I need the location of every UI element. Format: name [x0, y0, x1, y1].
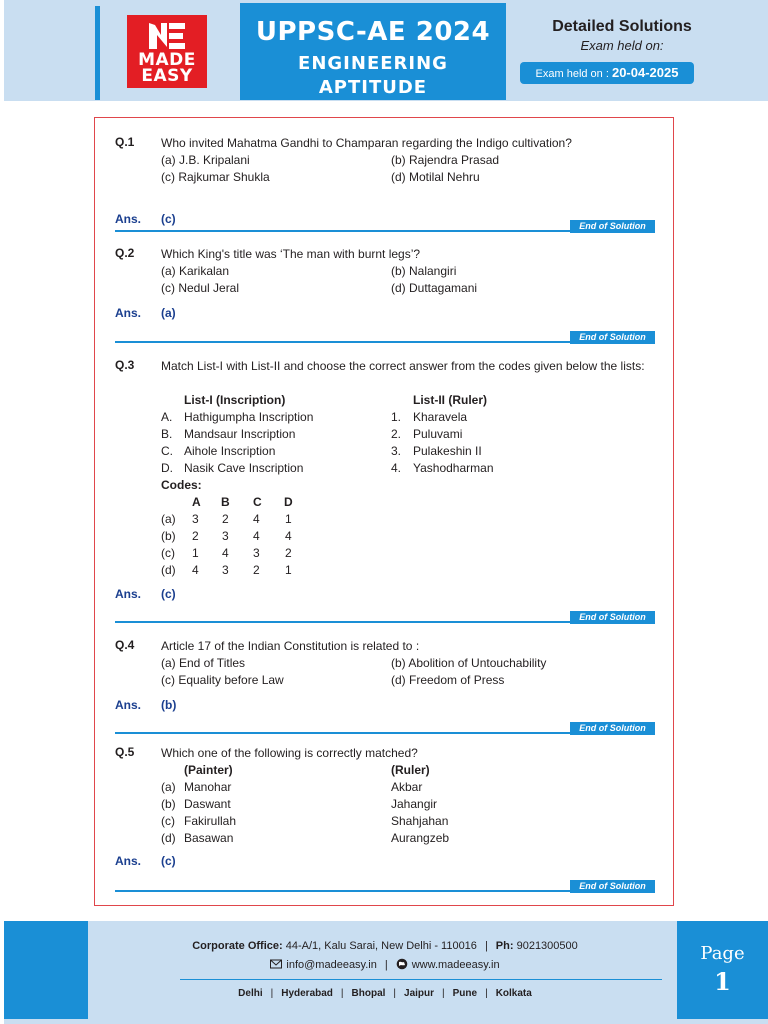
code-head: A: [192, 495, 201, 509]
option-d: (d) Motilal Nehru: [391, 170, 480, 184]
option-b: (b) Abolition of Untouchability: [391, 656, 547, 670]
ruler-name: Akbar: [391, 780, 423, 794]
globe-icon: [396, 958, 408, 970]
header-accent-bar: [95, 6, 100, 100]
answer-label: Ans.: [115, 306, 142, 320]
separator: |: [340, 988, 344, 999]
exam-held-label: Exam held on:: [580, 38, 664, 53]
option-c: (c) Equality before Law: [161, 673, 284, 687]
match-option: (b): [161, 797, 176, 811]
made-easy-logo-icon: [147, 21, 187, 51]
code-value: 1: [285, 563, 292, 577]
code-value: 2: [253, 563, 260, 577]
phone-label: Ph:: [495, 940, 514, 952]
question-number: Q.2: [115, 246, 135, 260]
end-of-solution-badge: End of Solution: [570, 331, 655, 344]
ruler-heading: (Ruler): [391, 763, 430, 777]
code-value: 3: [222, 563, 229, 577]
code-head: B: [221, 495, 230, 509]
code-head: C: [253, 495, 262, 509]
solutions-box: [94, 117, 674, 906]
end-of-solution-badge: End of Solution: [570, 220, 655, 233]
corporate-office-label: Corporate Office:: [192, 940, 283, 952]
phone-number: 9021300500: [513, 940, 578, 952]
codes-label: Codes:: [161, 478, 202, 492]
question-text: Who invited Mahatma Gandhi to Champaran regarding the Indigo cultivation?: [161, 136, 572, 150]
answer-value: (b): [161, 698, 177, 712]
contact-line: [95, 958, 675, 971]
ruler-name: Shahjahan: [391, 814, 449, 828]
exam-title: UPPSC-AE 2024: [255, 17, 491, 47]
code-value: 2: [192, 529, 199, 543]
code-value: 1: [192, 546, 199, 560]
list-2-key: 4.: [391, 461, 402, 475]
corporate-office-address: 44-A/1, Kalu Sarai, New Delhi - 110016: [282, 940, 477, 952]
code-value: 4: [253, 529, 260, 543]
question-number: Q.3: [115, 358, 135, 372]
option-b: (b) Nalangiri: [391, 264, 457, 278]
separator: |: [393, 988, 397, 999]
page-number: 1: [714, 967, 731, 996]
painter-name: Fakirullah: [184, 814, 237, 828]
match-option: (c): [161, 814, 175, 828]
option-a: (a) Karikalan: [161, 264, 230, 278]
painter-name: Basawan: [184, 831, 234, 845]
website-link[interactable]: www.madeeasy.in: [411, 959, 500, 971]
city-list: [95, 988, 675, 999]
exam-subject-line1: ENGINEERING: [298, 53, 448, 74]
painter-name: Daswant: [184, 797, 231, 811]
code-option: (c): [161, 546, 175, 560]
footer-background: [4, 921, 768, 1024]
list-1-heading: List-I (Inscription): [184, 393, 286, 407]
list-1-item: Nasik Cave Inscription: [184, 461, 304, 475]
separator: |: [484, 940, 488, 952]
email-link[interactable]: info@madeeasy.in: [286, 959, 377, 971]
answer-label: Ans.: [115, 212, 142, 226]
page-header: [0, 0, 768, 101]
list-1-key: A.: [161, 410, 173, 424]
answer-value: (c): [161, 212, 176, 226]
end-of-solution-badge: End of Solution: [570, 722, 655, 735]
code-option: (d): [161, 563, 176, 577]
answer-label: Ans.: [115, 698, 142, 712]
question-text: Which one of the following is correctly matched?: [161, 746, 418, 760]
exam-subject-line2: APTITUDE: [318, 77, 428, 98]
exam-date-value: 20-04-2025: [611, 65, 679, 80]
list-1-key: B.: [161, 427, 173, 441]
question-text: Match List-I with List-II and choose the correct answer from the codes given below the lists:: [161, 359, 645, 373]
question-number: Q.4: [115, 638, 135, 652]
option-d: (d) Duttagamani: [391, 281, 478, 295]
code-option: (b): [161, 529, 176, 543]
code-head: D: [284, 495, 293, 509]
end-of-solution-badge: End of Solution: [570, 611, 655, 624]
code-value: 4: [192, 563, 199, 577]
question-text: Article 17 of the Indian Constitution is related to :: [161, 639, 420, 653]
city-kolkata: Kolkata: [495, 988, 532, 999]
list-2-key: 1.: [391, 410, 402, 424]
email-icon: [270, 958, 282, 970]
footer-left-block: [4, 921, 88, 1019]
code-value: 3: [222, 529, 229, 543]
list-1-item: Hathigumpha Inscription: [184, 410, 314, 424]
list-2-item: Pulakeshin II: [413, 444, 482, 458]
match-option: (d): [161, 831, 176, 845]
answer-label: Ans.: [115, 854, 142, 868]
code-value: 2: [222, 512, 229, 526]
answer-value: (a): [161, 306, 176, 320]
separator: |: [270, 988, 274, 999]
question-number: Q.1: [115, 135, 135, 149]
page-label: Page: [700, 943, 745, 964]
code-value: 3: [192, 512, 199, 526]
code-value: 4: [222, 546, 229, 560]
option-b: (b) Rajendra Prasad: [391, 153, 500, 167]
list-2-item: Kharavela: [413, 410, 468, 424]
code-option: (a): [161, 512, 176, 526]
separator: |: [442, 988, 445, 999]
end-of-solution-badge: End of Solution: [570, 880, 655, 893]
option-c: (c) Nedul Jeral: [161, 281, 240, 295]
city-delhi: Delhi: [238, 988, 263, 999]
footer-rule: [180, 979, 662, 980]
list-2-heading: List-II (Ruler): [413, 393, 487, 407]
list-2-key: 3.: [391, 444, 402, 458]
list-1-item: Aihole Inscription: [184, 444, 276, 458]
answer-value: (c): [161, 587, 176, 601]
exam-date-label: Exam held on :: [535, 68, 612, 80]
list-2-item: Yashodharman: [413, 461, 494, 475]
painter-name: Manohar: [184, 780, 232, 794]
ruler-name: Jahangir: [391, 797, 438, 811]
separator: |: [485, 988, 488, 999]
code-value: 4: [285, 529, 292, 543]
list-1-key: D.: [161, 461, 173, 475]
option-a: (a) J.B. Kripalani: [161, 153, 250, 167]
separator: |: [384, 959, 388, 971]
answer-label: Ans.: [115, 587, 142, 601]
logo-text-easy: EASY: [141, 66, 193, 86]
exam-date-badge: [520, 62, 694, 84]
corporate-office-line: [95, 940, 675, 952]
city-bhopal: Bhopal: [351, 988, 386, 999]
logo-text-made: MADE: [138, 50, 196, 70]
list-1-item: Mandsaur Inscription: [184, 427, 296, 441]
city-hyderabad: Hyderabad: [281, 988, 333, 999]
made-easy-logo: [127, 15, 207, 88]
match-option: (a): [161, 780, 176, 794]
code-value: 3: [253, 546, 260, 560]
code-value: 2: [285, 546, 292, 560]
option-c: (c) Rajkumar Shukla: [161, 170, 270, 184]
list-2-key: 2.: [391, 427, 402, 441]
answer-value: (c): [161, 854, 176, 868]
painter-heading: (Painter): [184, 763, 233, 777]
detailed-solutions-label: Detailed Solutions: [552, 18, 692, 35]
question-text: Which King's title was ‘The man with burnt legs’?: [161, 247, 421, 261]
option-a: (a) End of Titles: [161, 656, 246, 670]
exam-title-box: [240, 3, 506, 100]
list-2-item: Puluvami: [413, 427, 463, 441]
option-d: (d) Freedom of Press: [391, 673, 505, 687]
list-1-key: C.: [161, 444, 173, 458]
code-value: 1: [285, 512, 292, 526]
city-jaipur: Jaipur: [404, 988, 435, 999]
code-value: 4: [253, 512, 260, 526]
city-pune: Pune: [452, 988, 478, 999]
question-number: Q.5: [115, 745, 135, 759]
ruler-name: Aurangzeb: [391, 831, 450, 845]
page-number-box: [677, 921, 768, 1019]
